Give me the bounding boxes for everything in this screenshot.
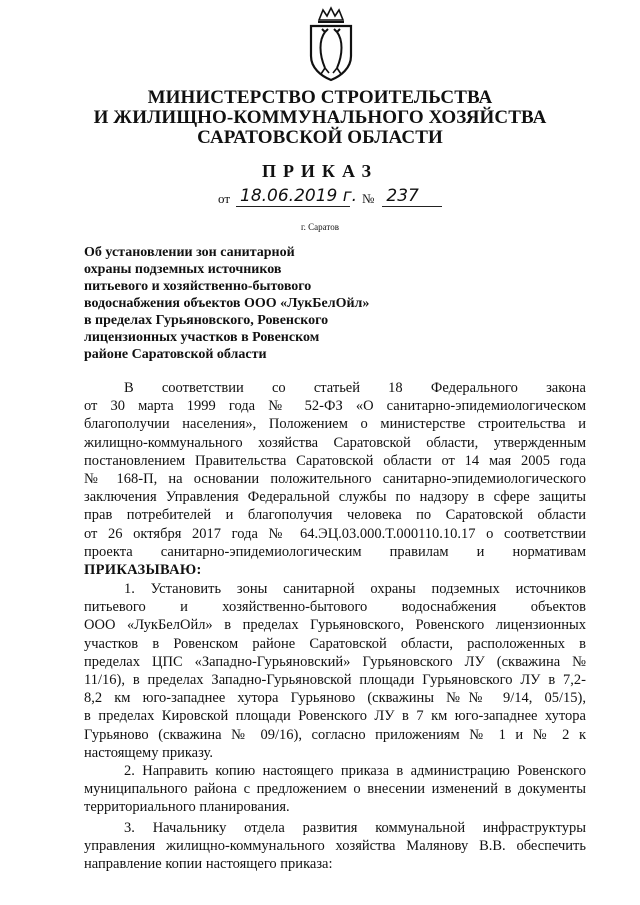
body-line: 11/16), в пределах Западно-Гурьяновской площади Гурьяновского ЛУ в 7,2- (84, 671, 586, 688)
body-line: направление копии настоящего приказа: (84, 856, 333, 873)
body-line: участков в Ровенском районе Саратовской области, расположенных в (84, 635, 586, 652)
body-line: питьевого и хозяйственно-бытового водоснабжения объектов (84, 599, 586, 616)
body-line: от 26 октября 2017 года № 64.ЭЦ.03.000.Т.000110.10.17 о соответствии (84, 525, 586, 542)
number-label: № (362, 191, 375, 206)
item-3-paragraph (84, 819, 586, 874)
body-line: благополучии населения», Положением о министерстве строительства и (84, 416, 586, 433)
body-line: ООО «ЛукБелОйл» в пределах Гурьяновского, Ровенского лицензионных (84, 617, 586, 634)
body-line: муниципального района с предложением о внесении изменений в документы (84, 781, 586, 798)
item-2-paragraph (84, 762, 586, 817)
body-line: прав потребителей и благополучия человека по Саратовской области (84, 507, 586, 524)
body-line: жилищно-коммунального хозяйства Саратовской области, утвержденным (84, 434, 586, 451)
subject-line: водоснабжения объектов ООО «ЛукБелОйл» (84, 296, 370, 311)
body-line: от 30 марта 1999 года № 52-ФЗ «О санитарно-эпидемиологическом (84, 398, 586, 415)
ministry-name-line-2: И ЖИЛИЩНО-КОММУНАЛЬНОГО ХОЗЯЙСТВА (93, 107, 547, 128)
body-line: территориального планирования. (84, 799, 290, 816)
item-1-paragraph (84, 580, 586, 762)
body-line: 2. Направить копию настоящего приказа в администрацию Ровенского (124, 763, 586, 779)
city-label: г. Саратов (301, 222, 339, 232)
body-line: проекта санитарно-эпидемиологическим правилам и нормативам (84, 543, 586, 560)
body-line: настоящему приказу. (84, 744, 213, 761)
decree-word: ПРИКАЗЫВАЮ: (84, 561, 202, 578)
subject-line: охраны подземных источников (84, 262, 282, 277)
subject-line: Об установлении зон санитарной (84, 245, 295, 260)
body-line: 1. Установить зоны санитарной охраны подземных источников (124, 581, 586, 597)
order-number: 237 (382, 186, 442, 207)
body-line: постановлением Правительства Саратовской области от 14 мая 2005 года (84, 452, 586, 469)
document-type-title: ПРИКАЗ (261, 161, 379, 181)
body-line: управления жилищно-коммунального хозяйства Малянову В.В. обеспечить (84, 838, 586, 855)
order-date-number (218, 186, 442, 207)
order-date: 18.06.2019 г. (236, 186, 350, 207)
ministry-name-line-1: МИНИСТЕРСТВО СТРОИТЕЛЬСТВА (147, 87, 493, 108)
body-line: 3. Начальнику отдела развития коммунальной инфраструктуры (124, 820, 586, 836)
preamble-paragraph (84, 379, 586, 579)
subject-line: районе Саратовской области (84, 347, 267, 362)
document-subject (84, 244, 414, 363)
body-line: № 168-П, на основании положительного санитарно-эпидемиологического (84, 470, 586, 487)
body-line: В соответствии со статьей 18 Федерального закона (124, 380, 586, 396)
body-line: в пределах Кировской площади Ровенского ЛУ в 7 км юго-западнее хутора (84, 708, 586, 725)
subject-line: в пределах Гурьяновского, Ровенского (84, 313, 329, 328)
subject-line: лицензионных участков в Ровенском (84, 330, 320, 345)
body-line: Гурьяново (скважина № 09/16), согласно приложениям № 1 и № 2 к (84, 726, 586, 743)
coat-of-arms-icon (305, 6, 357, 82)
body-line: заключения Управления Федеральной службы по надзору в сфере защиты (84, 489, 586, 506)
ministry-name-line-3: САРАТОВСКОЙ ОБЛАСТИ (197, 127, 443, 148)
body-line: пределах ЦПС «Западно-Гурьяновский» Гурьяновского ЛУ (скважина № (84, 653, 586, 670)
body-line: 8,2 км юго-западнее хутора Гурьяново (скважины №№ 9/14, 05/15), (84, 690, 586, 707)
subject-line: питьевого и хозяйственно-бытового (84, 279, 312, 294)
date-label: от (218, 191, 231, 206)
